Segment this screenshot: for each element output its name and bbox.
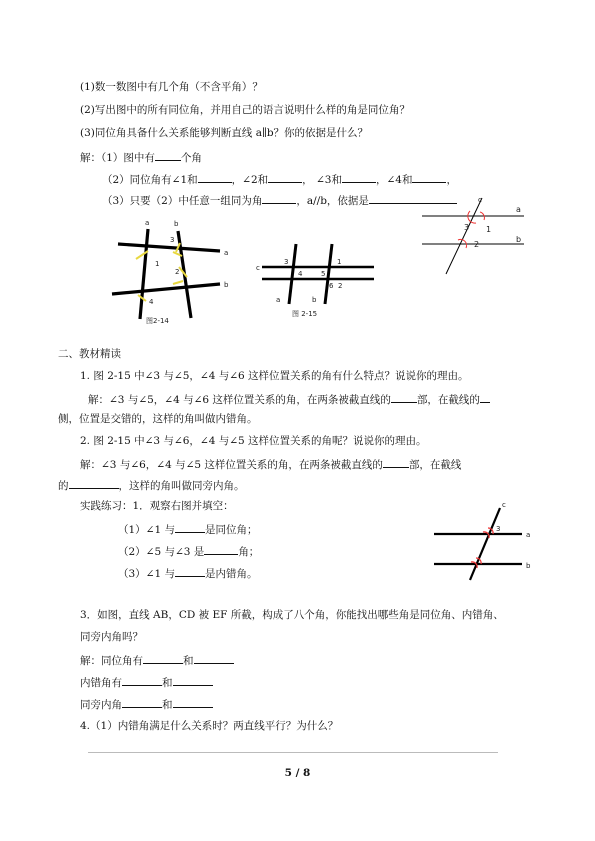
fig2-label-3: 3 (284, 258, 289, 266)
problem-3-answer-1-and: 和 (183, 655, 194, 667)
question-2: (2)写出图中的所有同位角，并用自己的语言说明什么样的角是同位角？ (80, 104, 410, 116)
answer-3-part-b: ，a//b，依据是 (296, 195, 369, 207)
practice-item-3 (118, 565, 258, 581)
problem-2-answer-line2 (58, 477, 245, 493)
problem-3-answer-1 (80, 652, 234, 668)
footer-divider (88, 752, 498, 753)
answer-2-part-d: ，∠4和 (375, 174, 413, 186)
answer-2-part-c: ， ∠3和 (302, 174, 342, 186)
problem-1-blank-1[interactable] (391, 391, 417, 403)
practice-item-1-suffix: 是同位角； (205, 524, 258, 536)
fig4-label-3: 3 (496, 525, 501, 533)
problem-1-answer-part-2: 部，在截线的 (416, 394, 480, 406)
fig3-label-c: c (478, 196, 482, 204)
answer-3 (102, 192, 457, 208)
fig2-label-6: 6 (329, 282, 334, 290)
problem-1-answer-part-1: 解：∠3 与∠5，∠4 与∠6 这样位置关系的角，在两条被截直线的 (88, 394, 391, 406)
fig4-label-b: b (526, 562, 531, 570)
problem-3-answer-2 (80, 674, 213, 690)
fig1-label-1: 1 (155, 260, 160, 268)
problem-2-answer-part-2: 部，在截线 (408, 459, 462, 471)
problem-3-question-line2: 同旁内角吗？ (80, 631, 143, 643)
answer-2 (102, 171, 457, 187)
figure-2-15 (252, 238, 382, 322)
problem-3-blank-4[interactable] (173, 674, 213, 686)
answer-2-part-e: ， (446, 174, 457, 186)
practice-item-1-prefix: （1）∠1 与 (118, 524, 175, 536)
fig3-label-b: b (516, 235, 522, 244)
fig1-label-2: 2 (175, 268, 180, 276)
problem-1-answer-line1 (88, 391, 490, 407)
answer-2-part-a: （2）同位角有∠1和 (102, 174, 198, 186)
problem-3-blank-6[interactable] (173, 696, 213, 708)
problem-2-answer-part-3: 的 (58, 480, 69, 492)
answer-3-blank-1[interactable] (262, 192, 296, 204)
problem-2-answer-part-1: 解：∠3 与∠6，∠4 与∠5 这样位置关系的角，在两条被截直线的 (80, 459, 383, 471)
fig3-label-3: 3 (464, 223, 470, 232)
practice-item-3-suffix: 是内错角。 (205, 568, 258, 580)
problem-3-answer-1-prefix: 解：同位角有 (80, 655, 143, 667)
fig2-label-5: 5 (321, 270, 326, 278)
problem-3-answer-2-and: 和 (162, 677, 173, 689)
fig2-label-2: 2 (338, 282, 343, 290)
practice-item-3-prefix: （3）∠1 与 (118, 568, 175, 580)
practice-item-1 (118, 521, 258, 537)
answer-2-part-b: ，∠2和 (231, 174, 269, 186)
fig2-label-4: 4 (298, 270, 303, 278)
figure-2-14 (100, 215, 240, 327)
fig3-label-2: 2 (474, 240, 480, 249)
problem-3-blank-3[interactable] (122, 674, 162, 686)
answer-1 (80, 149, 202, 165)
answer-1-blank[interactable] (155, 149, 181, 161)
answer-2-blank-1[interactable] (198, 171, 232, 183)
answer-2-blank-4[interactable] (412, 171, 446, 183)
question-3: (3)同位角具备什么关系能够判断直线 a∥b？你的依据是什么？ (80, 127, 369, 139)
answer-3-part-a: （3）只要（2）中任意一组同为角 (102, 195, 263, 207)
practice-item-2-blank[interactable] (204, 543, 238, 555)
answer-1-suffix: 个角 (180, 152, 202, 164)
problem-3-answer-3-and: 和 (162, 699, 173, 711)
fig2-label-1: 1 (337, 258, 342, 266)
fig3-label-1: 1 (486, 225, 492, 234)
page-number: 5 / 8 (284, 767, 311, 779)
problem-3-blank-5[interactable] (122, 696, 162, 708)
fig2-caption: 图 2-15 (292, 310, 318, 318)
fig1-label-a-top: a (145, 219, 150, 227)
fig2-label-a: a (276, 296, 281, 304)
question-1: (1)数一数图中有几个角（不含平角）？ (80, 81, 263, 93)
problem-2-answer-line1 (80, 456, 461, 472)
fig1-label-b-top: b (174, 220, 179, 228)
problem-2-answer-part-4: ，这样的角叫做同旁内角。 (118, 480, 245, 492)
fig2-label-b: b (312, 296, 317, 304)
problem-3-blank-1[interactable] (143, 652, 183, 664)
problem-3-answer-3 (80, 696, 213, 712)
figure-practice (430, 498, 540, 582)
fig1-caption: 图2-14 (146, 317, 169, 325)
practice-item-2 (118, 543, 259, 559)
problem-1-answer-line2: 侧，位置是交错的，这样的角叫做内错角。 (58, 413, 258, 425)
fig1-label-3: 3 (170, 236, 175, 244)
answer-1-prefix: 解：（1）图中有 (80, 152, 155, 164)
answer-2-blank-3[interactable] (342, 171, 376, 183)
problem-3-answer-3-prefix: 同旁内角 (80, 699, 122, 711)
answer-2-blank-2[interactable] (268, 171, 302, 183)
fig3-label-a: a (516, 205, 521, 214)
problem-2-question: 2. 图 2-15 中∠3 与∠6，∠4 与∠5 这样位置关系的角呢？说说你的理由。 (80, 435, 427, 447)
section-2-title: 二、教材精读 (58, 348, 121, 360)
fig2-label-c: c (256, 264, 260, 272)
problem-3-question-line1: 3．如图，直线 AB，CD 被 EF 所截，构成了八个角，你能找出哪些角是同位角、内错角、 (80, 609, 504, 621)
fig1-label-a-right: a (224, 249, 229, 257)
practice-item-2-suffix: 角； (238, 546, 260, 558)
fig1-label-4: 4 (149, 298, 154, 306)
fig4-label-a: a (526, 531, 531, 539)
problem-1-question: 1. 图 2-15 中∠3 与∠5，∠4 与∠6 这样位置关系的角有什么特点？说说你的理由。 (80, 370, 469, 382)
practice-item-3-blank[interactable] (175, 565, 205, 577)
practice-item-1-blank[interactable] (175, 521, 205, 533)
problem-2-blank-2[interactable] (69, 477, 119, 489)
fig1-label-b-right: b (224, 281, 229, 289)
problem-4-question: 4.（1）内错角满足什么关系时？两直线平行？为什么？ (80, 720, 339, 732)
problem-2-blank-1[interactable] (383, 456, 409, 468)
problem-3-blank-2[interactable] (194, 652, 234, 664)
figure-parallel-ab (418, 196, 528, 276)
problem-3-answer-2-prefix: 内错角有 (80, 677, 122, 689)
practice-item-2-prefix: （2）∠5 与∠3 是 (118, 546, 205, 558)
problem-1-blank-2[interactable] (480, 391, 490, 403)
practice-title: 实践练习：1．观察右图并填空： (80, 500, 234, 512)
fig4-label-c: c (502, 501, 506, 509)
